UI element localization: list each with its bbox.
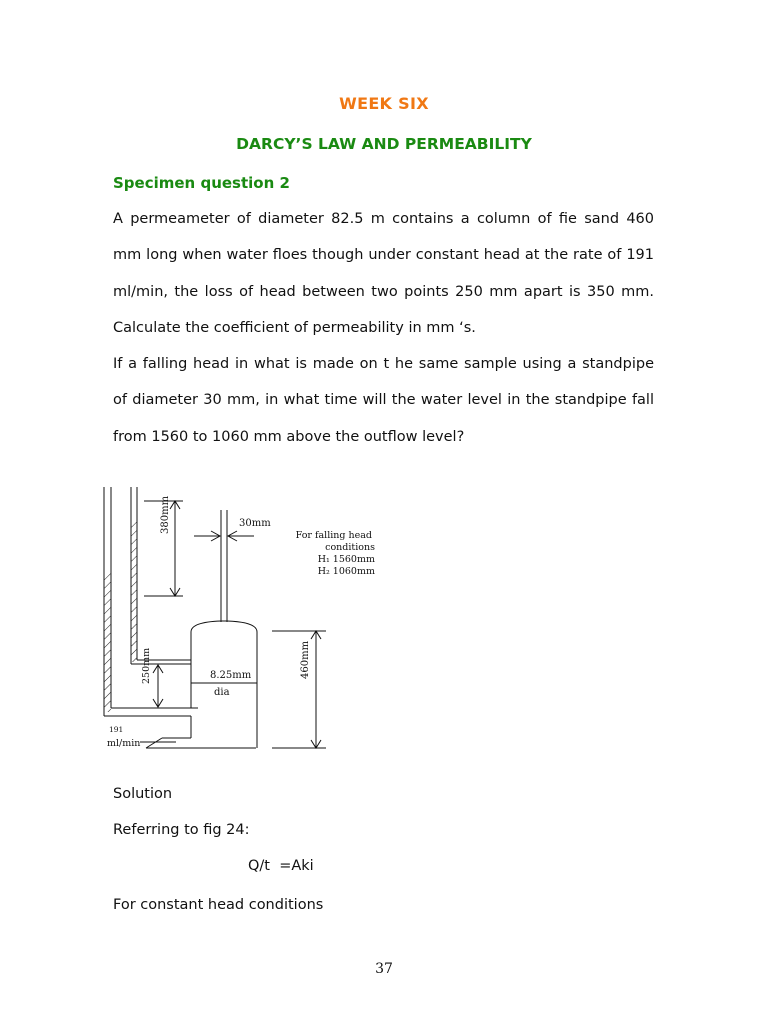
label-dia: dia <box>214 687 230 698</box>
falling-head-line2: conditions <box>325 542 375 553</box>
permeameter-figure <box>100 482 390 757</box>
week-title: WEEK SIX <box>339 94 429 113</box>
specimen-heading: Specimen question 2 <box>113 174 290 192</box>
label-flow-unit: ml/min <box>107 738 141 749</box>
falling-head-h1: H₁ 1560mm <box>317 554 375 565</box>
figure-reference: Referring to fig 24: <box>113 822 250 838</box>
label-460mm: 460mm <box>300 640 311 679</box>
label-380mm: 380mm <box>160 495 171 534</box>
constant-head-heading: For constant head conditions <box>113 897 324 913</box>
solution-heading: Solution <box>113 786 173 802</box>
question-paragraph-1: A permeameter of diameter 82.5 m contains a column of fie sand 460 mm long when water floes though under constant head at the rate of 191 ml/min, the loss of head between two points 250 mm apart is 350 mm. Calculate the coefficient of permeability in mm ‘s. <box>113 211 654 336</box>
question-paragraph-2: If a falling head in what is made on t he same sample using a standpipe of diameter 30 mm, in what time will the water level in the standpipe fall from 1560 to 1060 mm above the outflow level? <box>113 356 654 445</box>
falling-head-line1: For falling head <box>295 530 372 541</box>
page-number: 37 <box>375 961 393 977</box>
label-30mm: 30mm <box>239 518 271 529</box>
chapter-title: DARCY’S LAW AND PERMEABILITY <box>236 135 532 153</box>
falling-head-h2: H₂ 1060mm <box>317 566 375 577</box>
label-250mm: 250mm <box>141 647 152 684</box>
darcy-equation: Q/t =Aki <box>248 858 314 874</box>
label-flow-value: 191 <box>109 725 124 734</box>
label-8-25mm: 8.25mm <box>210 670 252 681</box>
